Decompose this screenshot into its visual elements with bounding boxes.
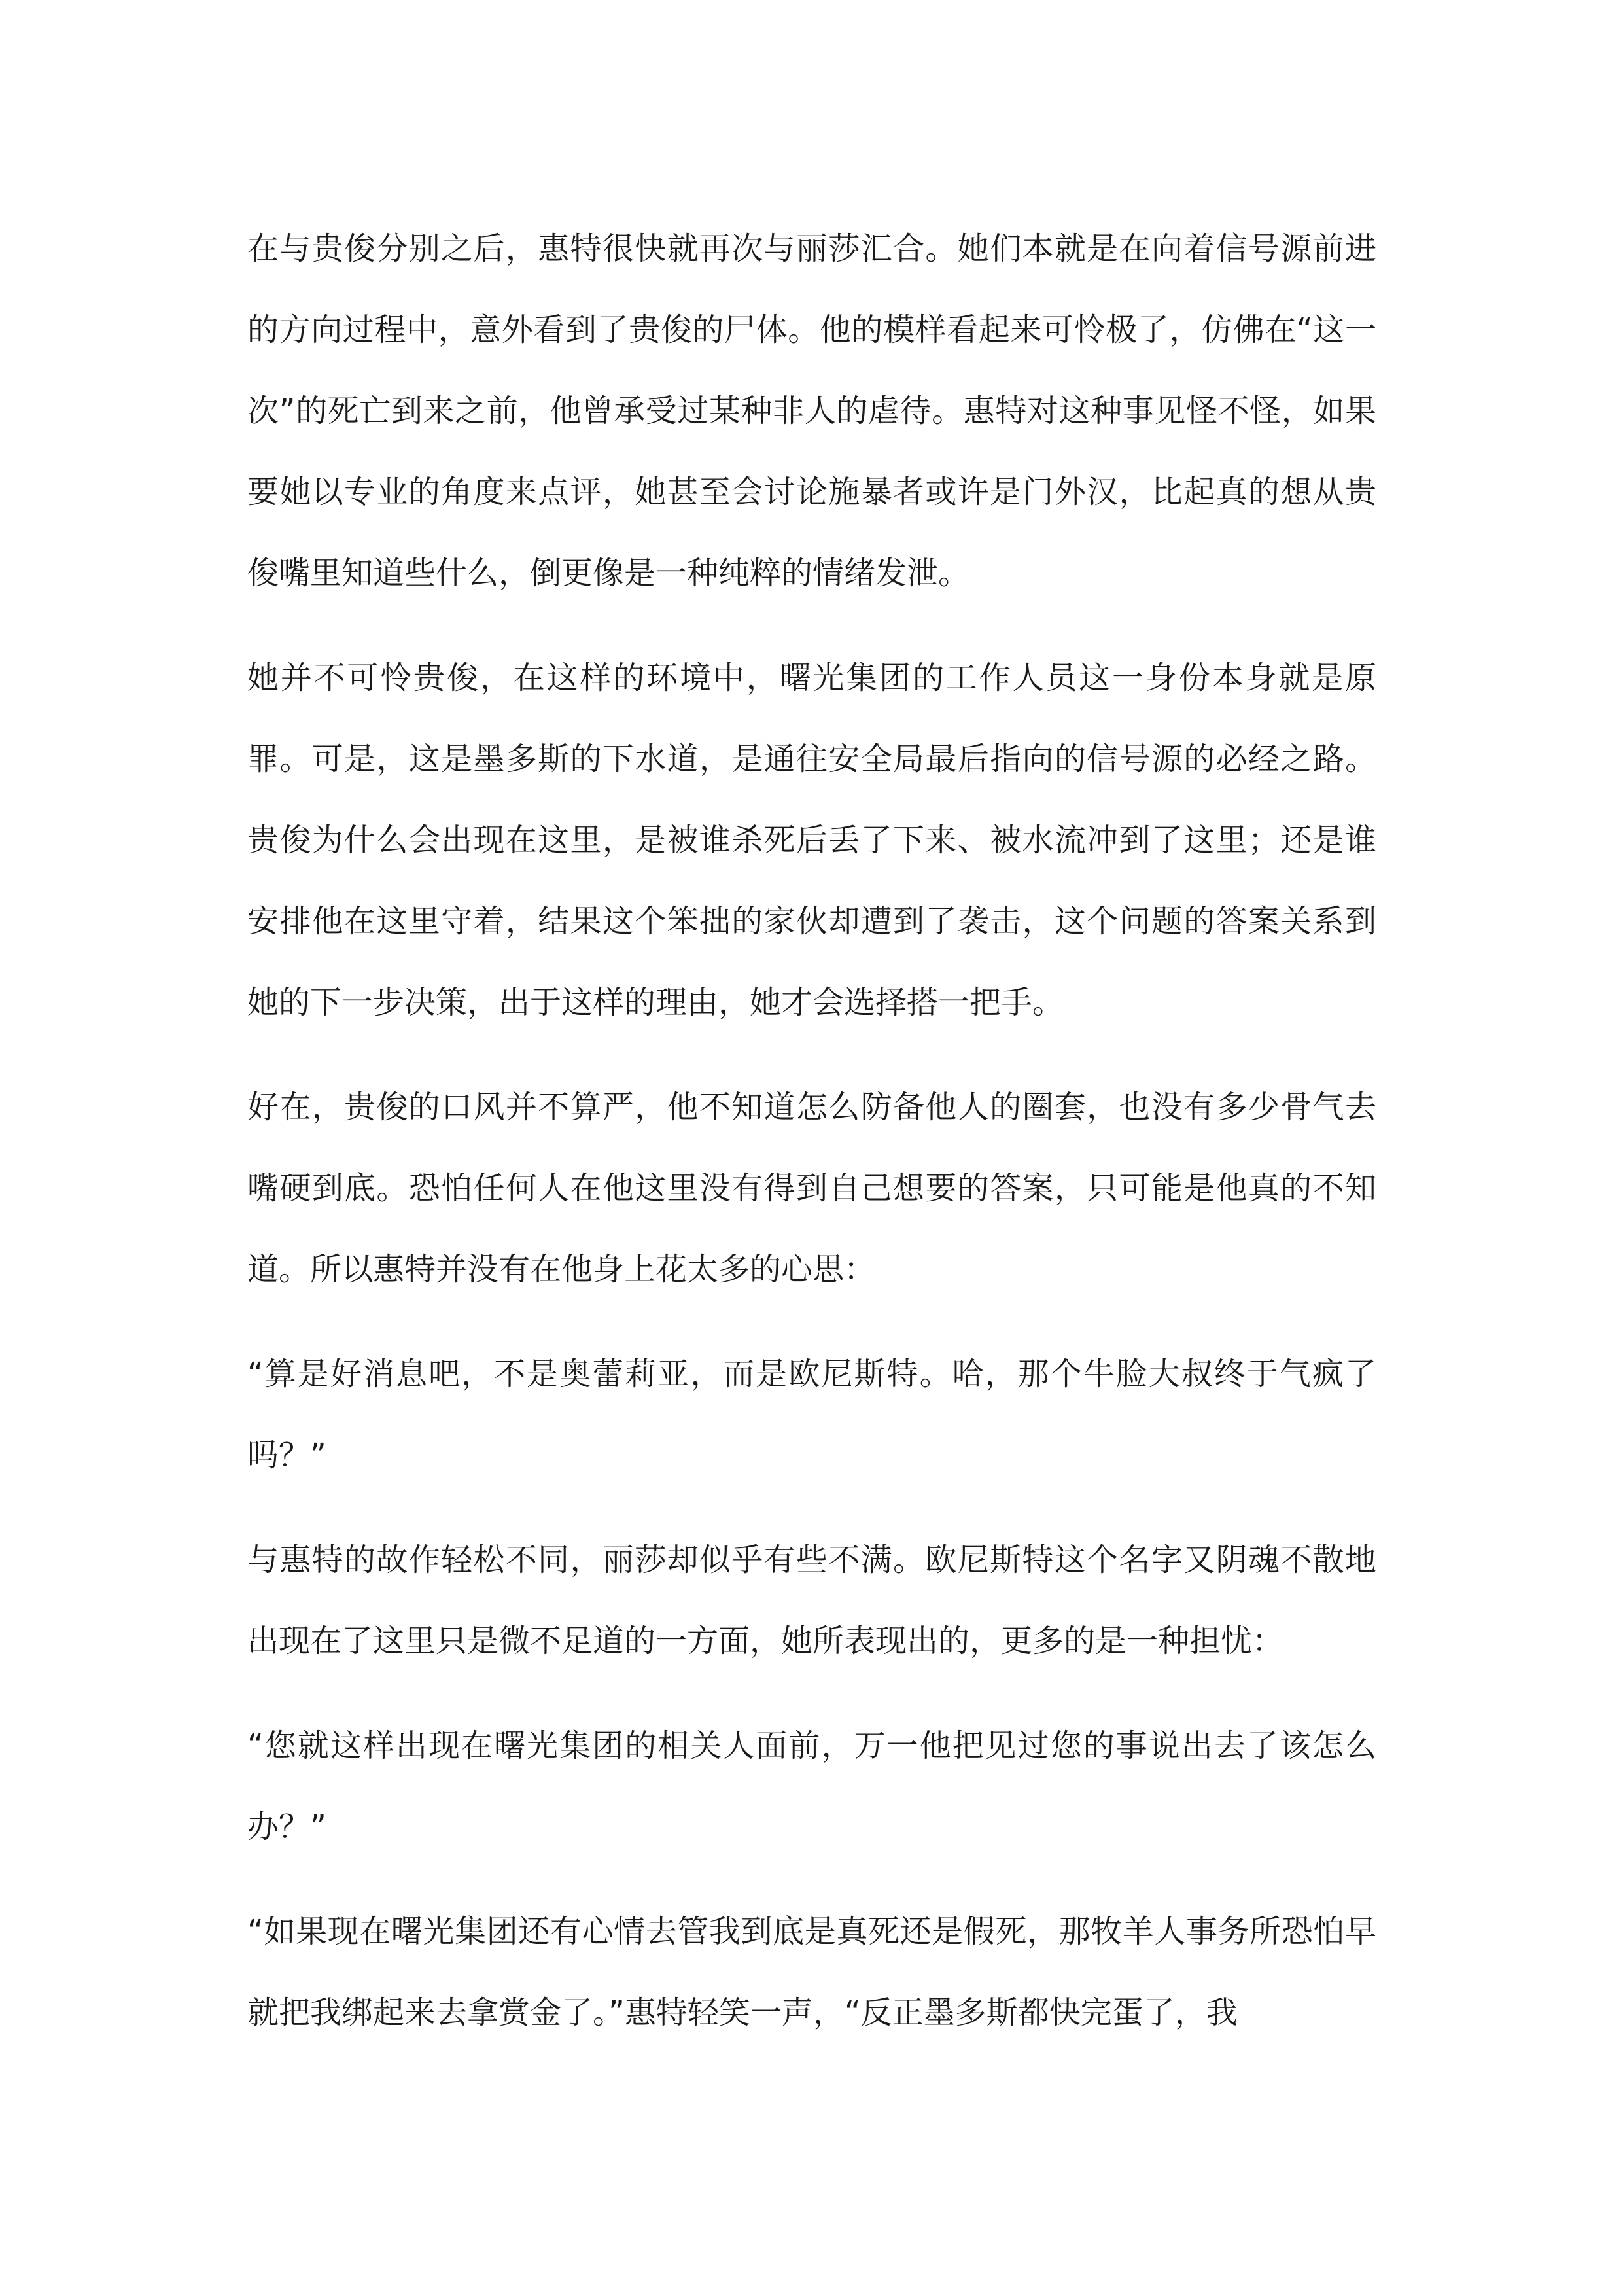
- paragraph-7: “如果现在曙光集团还有心情去管我到底是真死还是假死，那牧羊人事务所恐怕早就把我绑起来去拿赏金了。”惠特轻笑一声，“反正墨多斯都快完蛋了，我: [247, 1913, 1376, 2031]
- paragraph-1: 在与贵俊分别之后，惠特很快就再次与丽莎汇合。她们本就是在向着信号源前进的方向过程中，意外看到了贵俊的尸体。他的模样看起来可怜极了，仿佛在“这一次”的死亡到来之前，他曾承受过某种非人的虐待。惠特对这种事见怪不怪，如果要她以专业的角度来点评，她甚至会讨论施暴者或许是门外汉，比起真的想从贵俊嘴里知道些什么，倒更像是一种纯粹的情绪发泄。: [247, 230, 1376, 592]
- paragraph-3: 好在，贵俊的口风并不算严，他不知道怎么防备他人的圈套，也没有多少骨气去嘴硬到底。恐怕任何人在他这里没有得到自己想要的答案，只可能是他真的不知道。所以惠特并没有在他身上花太多的心思：: [247, 1089, 1376, 1288]
- paragraph-4: “算是好消息吧，不是奥蕾莉亚，而是欧尼斯特。哈，那个牛脸大叔终于气疯了吗？”: [247, 1356, 1376, 1474]
- paragraph-6: “您就这样出现在曙光集团的相关人面前，万一他把见过您的事说出去了该怎么办？”: [247, 1727, 1376, 1845]
- paragraph-2: 她并不可怜贵俊，在这样的环境中，曙光集团的工作人员这一身份本身就是原罪。可是，这是墨多斯的下水道，是通往安全局最后指向的信号源的必经之路。贵俊为什么会出现在这里，是被谁杀死后丢了下来、被水流冲到了这里；还是谁安排他在这里守着，结果这个笨拙的家伙却遭到了袭击，这个问题的答案关系到她的下一步决策，出于这样的理由，她才会选择搭一把手。: [247, 660, 1376, 1021]
- paragraph-5: 与惠特的故作轻松不同，丽莎却似乎有些不满。欧尼斯特这个名字又阴魂不散地出现在了这里只是微不足道的一方面，她所表现出的，更多的是一种担忧：: [247, 1542, 1376, 1659]
- document-body: [247, 208, 1376, 2077]
